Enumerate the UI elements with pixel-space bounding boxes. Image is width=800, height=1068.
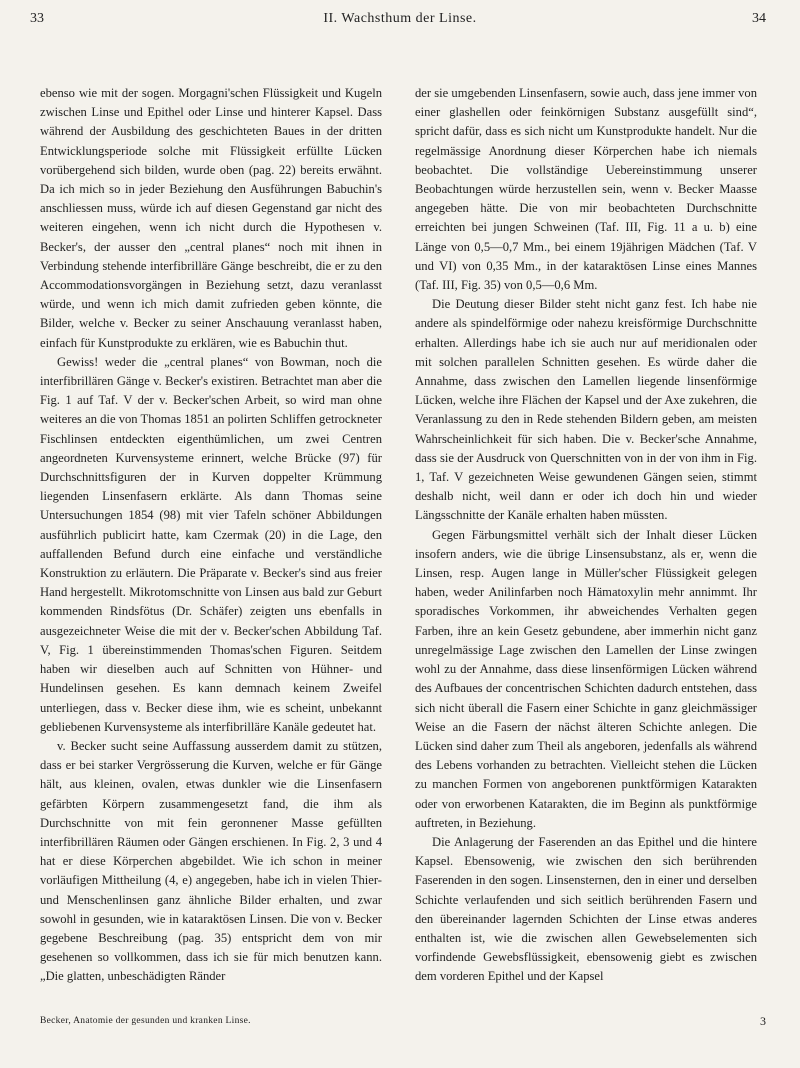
page-header	[0, 0, 800, 56]
paragraph: ebenso wie mit der sogen. Morgagni'schen Flüssigkeit und Kugeln zwischen Linse und Epithel oder Linse und hinterer Kapsel. Dass während der Ausbildung des geschichteten Baues in der dritten Entwicklungsperiode solche mit Flüssigkeit erfüllte Lücken vorübergehend sich bilden, wurde oben (pag. 22) bereits erwähnt. Da ich mich so in jeder Beziehung den Ausführungen Babuchin's anschliessen muss, würde ich auf diesen Gegenstand gar nicht des weiteren eingehen, wenn ich nicht durch die Hypothesen v. Becker's, der ausser den „central planes“ noch mit ihnen in Verbindung stehende interfibrilläre Gänge beschreibt, die er zu den Accommodationsvorgängen in Beziehung setzt, dazu veranlasst würde, und wenn ich mich damit zufrieden geben könnte, die Bilder, welche v. Becker zu seiner Anschauung veranlasst haben, einfach für Kunstprodukte zu erklären, wie es Babuchin thut.	[40, 86, 382, 350]
paragraph: der sie umgebenden Linsenfasern, sowie auch, dass jene immer von einer glashellen oder feinkörnigen Substanz ausgefüllt sind“, spricht dafür, dass es sich nicht um Kunstprodukte handelt. Nur die regelmässige Anordnung dieser Körperchen habe ich niemals beobachtet. Die vollständige Uebereinstimmung unserer Beobachtungen würde herzustellen sein, wenn v. Becker Maasse angegeben hätte. Die von mir beobachteten Durchschnitte erreichten bei jungen Schweinen (Taf. III, Fig. 11 a u. b) eine Länge von 0,5—0,7 Mm., bei einem 19jährigen Mädchen (Taf. V und VI) von 0,35 Mm., in der kataraktösen Linse eines Mannes (Taf. III, Fig. 35) von 0,5—0,6 Mm.	[415, 86, 757, 293]
running-title: II. Wachsthum der Linse.	[323, 11, 477, 26]
paragraph: v. Becker sucht seine Auffassung ausserdem damit zu stützen, dass er bei starker Vergrösserung die Kurven, welche er für Gänge hält, aus kleinen, ovalen, etwas dunkler wie die Linsenfasern gefärbten Körpern zusammengesetzt fand, die ihm als Durchschnitte von mit fein geronnener Masse gefüllten interfibrillären Räumen oder Gängen erschienen. In Fig. 2, 3 und 4 hat er diese Körperchen abgebildet. Wie ich schon in meiner vorläufigen Mittheilung (4, e) angegeben, habe ich in vielen Thier- und Menschenlinsen ganz ähnliche Bilder erhalten, und zwar sowohl in gesunden, wie in kataraktösen Linsen. Die von v. Becker gegebene Beschreibung (pag. 35) entspricht dem von mir gesehenen so vollkommen, dass ich sie für mich benutzen kann. „Die glatten, unbeschädigten Ränder	[40, 738, 382, 984]
paragraph: Gegen Färbungsmittel verhält sich der Inhalt dieser Lücken insofern anders, wie die übrige Linsensubstanz, als er, wenn die Linsen, resp. Augen lange in Müller'scher Flüssigkeit gelegen haben, weder Anilinfarben noch Hämatoxylin mehr annimmt. Ihr sporadisches Vorkommen, ihr abweichendes Verhalten gegen Farben, ihre an kein Gesetz gebundene, aber immerhin nicht ganz unregelmässige Lage zwischen den Lamellen der Linse zwingen wohl zu der Annahme, dass diese linsenförmigen Lücken während des Aufbaues der concentrischen Schichten dadurch entstehen, dass sich nicht überall die Fasern einer Schichte in ganz gleichmässiger Weise an die Fasern der nächst älteren Schichte anlegen. Die Lücken sind daher zum Theil als angeboren, jedenfalls als während des Lebens vorhanden zu betrachten. Vielleicht stehen die Lücken zu manchen Formen von angeborenen punktförmigen Katarakten oder von erworbenen Katarakten, die im Beginn als punktförmige auftreten, in Beziehung.	[415, 527, 757, 830]
paragraph: Die Deutung dieser Bilder steht nicht ganz fest. Ich habe nie andere als spindelförmige oder nahezu kreisförmige Durchschnitte erhalten. Allerdings habe ich sie auch nur auf meridionalen oder mit solchen parallelen Schnitten gesehen. Es würde daher die Annahme, dass zwischen den Lamellen liegende linsenförmige Lücken, welche ihre Flächen der Kapsel und der Axe zukehren, die Veranlassung zu den in Rede stehenden Bildern geben, am meisten Wahrscheinlichkeit für sich haben. Die v. Becker'sche Annahme, dass sie der Ausdruck von Querschnitten von in der von ihm in Fig. 1, Taf. V gezeichneten Weise gewundenen Gängen seien, stimmt deshalb nicht, weil dann er oder ich doch hin und wieder Längsschnitte der Kanäle erhalten haben müssten.	[415, 297, 757, 523]
section-paragraph: Die Anlagerung der Faserenden an das Epithel und die hintere Kapsel. Ebensowenig, wie zwischen den sich berührenden Faserenden in den sogen. Linsensternen, den in einer und derselben Schichte verlaufenden und sich seitlich berührenden Fasern und den übereinander lagernden Schichten der Linse etwas anderes enthalten ist, wie die zwischen allen Gewebselementen sich vorfindende Gewebsflüssigkeit, ebensowenig giebt es zwischen dem vorderen Epithel und der Kapsel	[415, 834, 757, 984]
left-column	[40, 84, 382, 987]
right-column	[415, 84, 757, 987]
paragraph: Gewiss! weder die „central planes“ von Bowman, noch die interfibrillären Gänge v. Becker's existiren. Betrachtet man aber die Fig. 1 auf Taf. V der v. Becker'schen Arbeit, so wird man ohne weiteres an die von Thomas 1851 an polirten Schliffen getrockneter Fischlinsen entdeckten eigenthümlichen, um zwei Centren angeordneten Kurvensysteme erinnert, welche Brücke (97) für Durchschnittsfiguren der in Kurven doppelter Krümmung liegenden Linsenfasern erklärte. Als dann Thomas seine Untersuchungen 1854 (98) mit vier Tafeln schöner Abbildungen ausführlich publicirt hatte, kam Czermak (20) in die Lage, den auffallenden Befund durch eine einfache und verständliche Konstruktion zu erläutern. Die Präparate v. Becker's sind aus freier Hand hergestellt. Mikrotomschnitte von Linsen aus bald zur Geburt kommenden Rindsfötus (Dr. Schäfer) zeigten uns ebenfalls in ausgezeichneter Weise die mit der v. Becker'schen Abbildung Taf. V, Fig. 1 übereinstimmenden Thomas'schen Figuren. Seitdem haben wir dieselben auch auf Schnitten von Hühner- und Hundelinsen gesehen. Es kann demnach keinem Zweifel unterliegen, dass v. Becker diese ihm, wie es scheint, unbekannt gebliebenen Kurvensysteme als interfibrilläre Kanäle gedeutet hat.	[40, 354, 382, 734]
signature-mark: 3	[760, 1014, 766, 1028]
footer-citation: Becker, Anatomie der gesunden und kranken Linse.	[40, 1016, 251, 1026]
page-number-left: 33	[30, 11, 44, 26]
page-number-right: 34	[752, 11, 766, 26]
